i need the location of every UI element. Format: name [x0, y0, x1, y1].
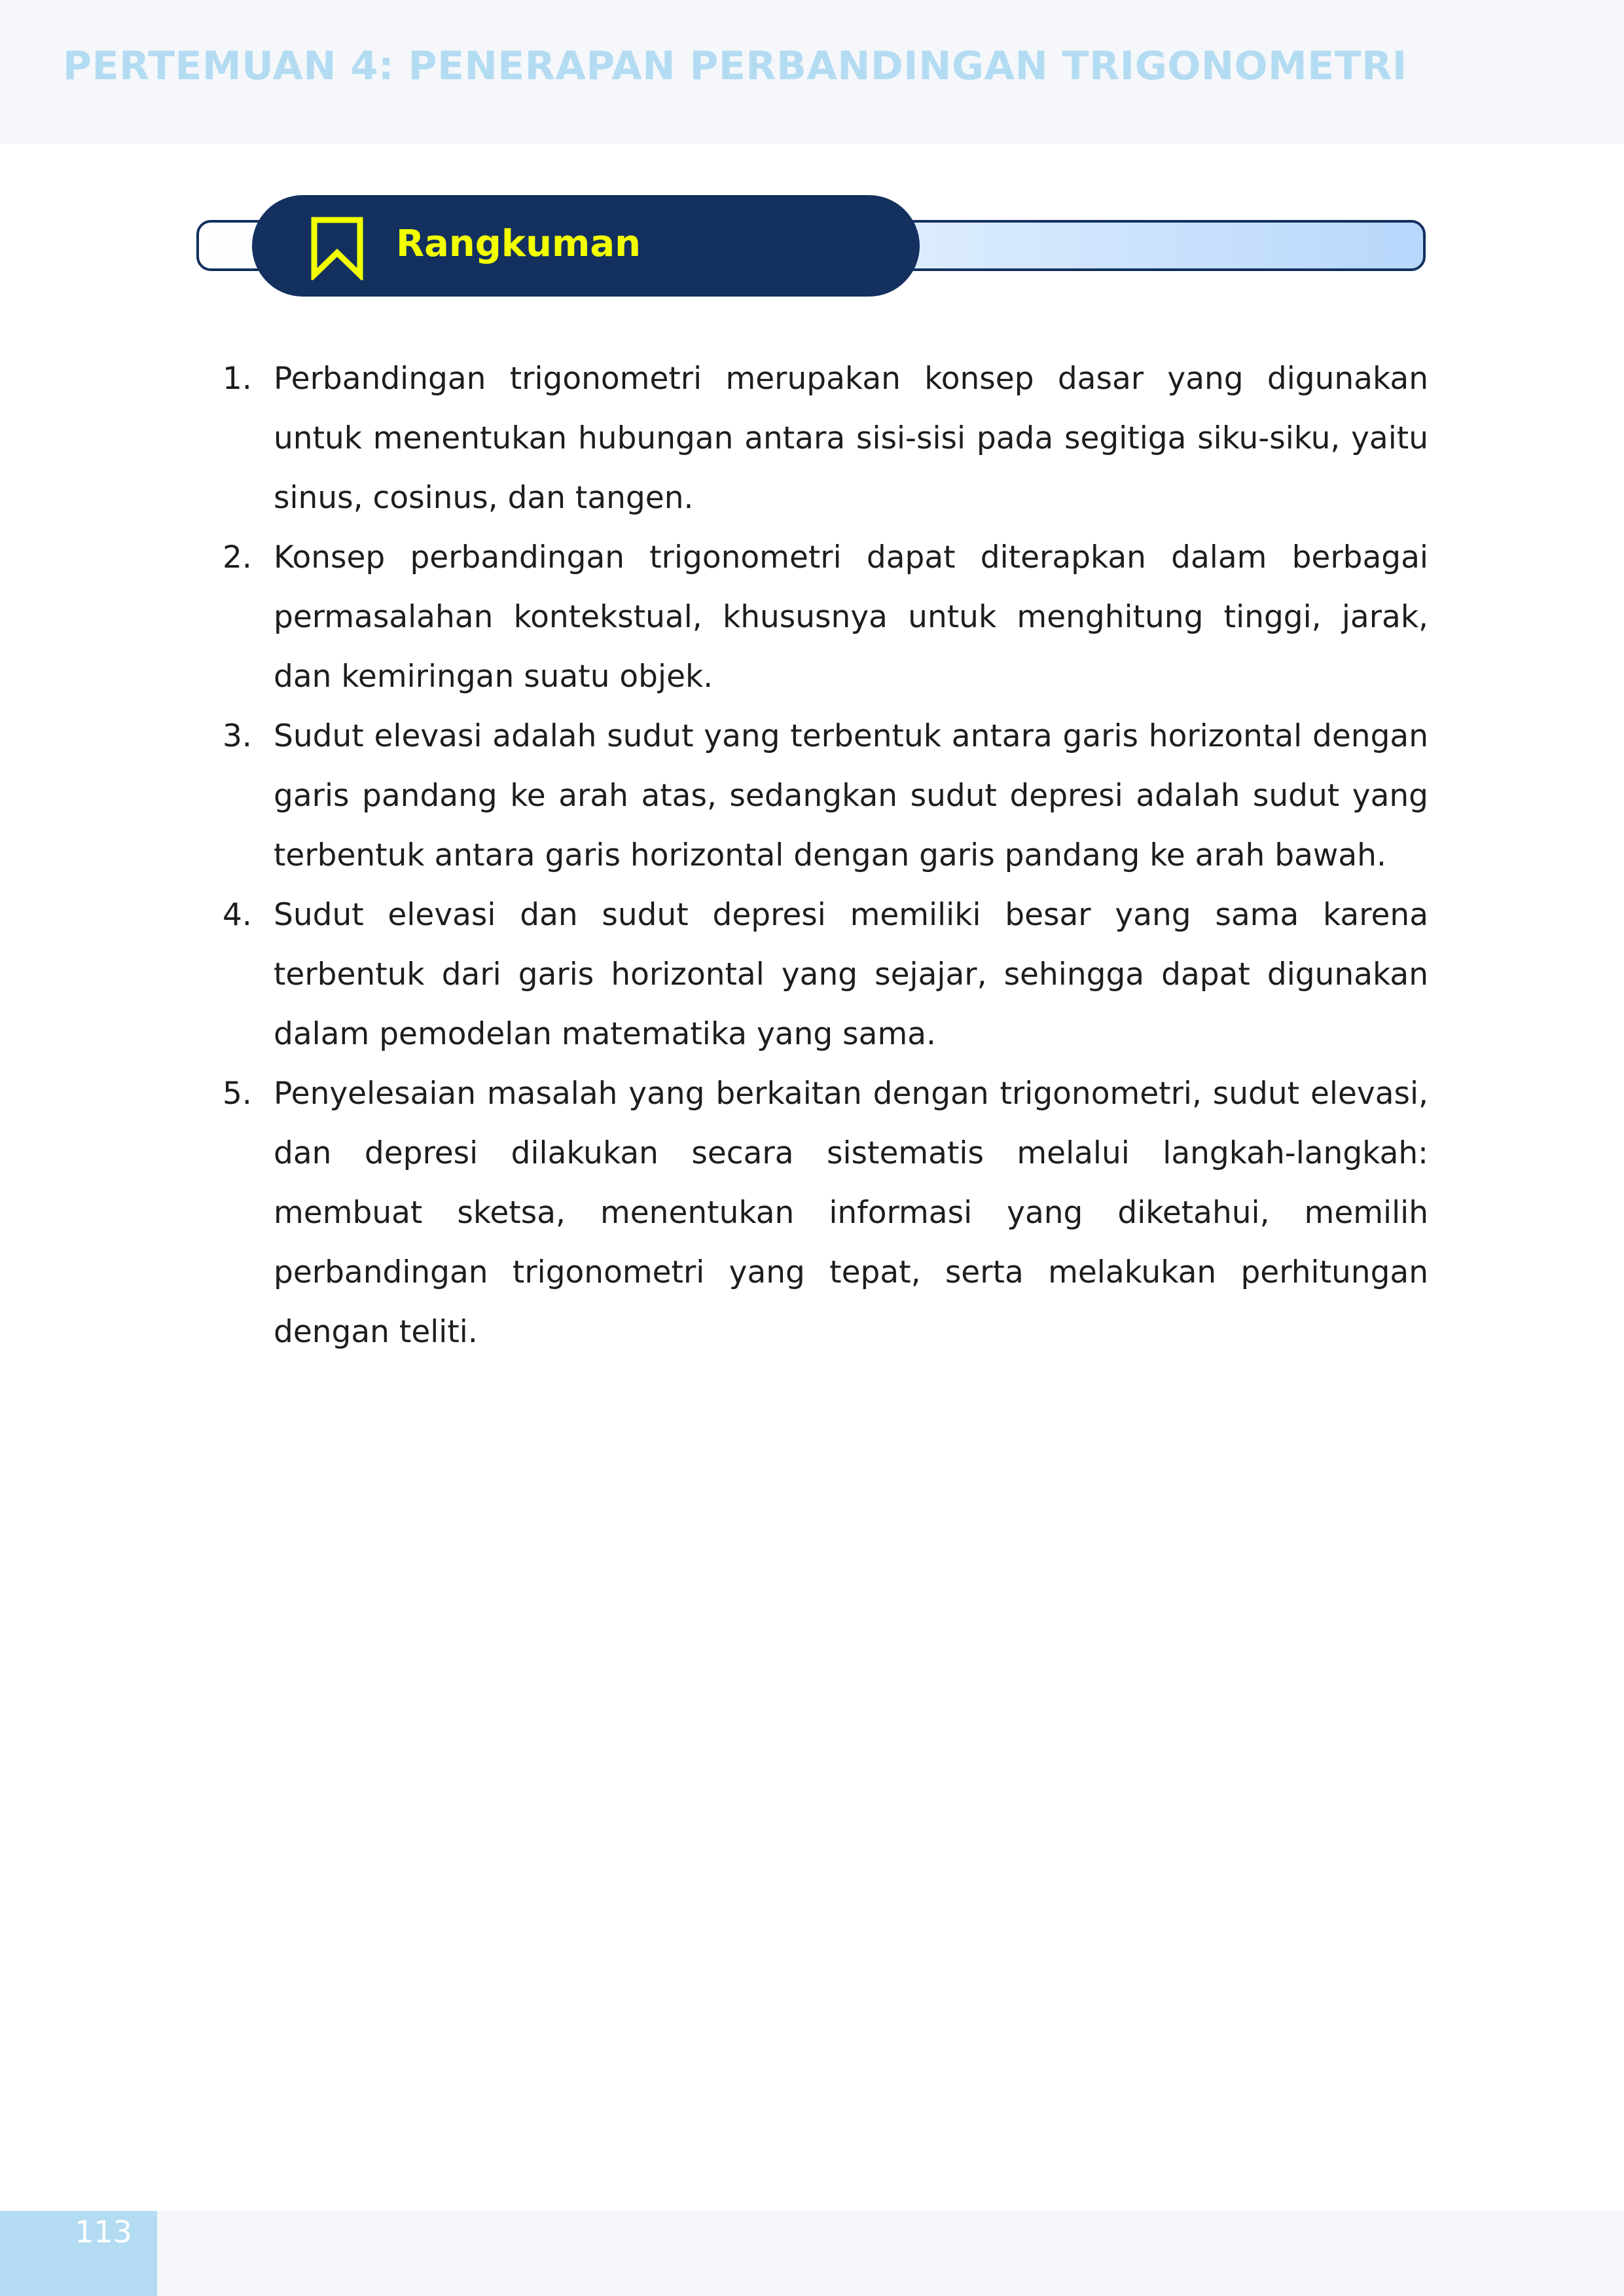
item-text: Penyelesaian masalah yang berkaitan dengan trigonometri, sudut elevasi, dan depresi dilakukan secara sistematis melalui langkah-langkah: membuat sketsa, menentukan informasi yang diketahui, memilih perbandingan trigonometri yang tepat, serta melakukan perhitungan dengan teliti. [274, 1076, 1428, 1350]
list-item [223, 1064, 1428, 1362]
item-number: 2. [223, 539, 252, 575]
summary-list [223, 349, 1428, 1362]
item-text: Konsep perbandingan trigonometri dapat diterapkan dalam berbagai permasalahan kontekstual, khususnya untuk menghitung tinggi, jarak, dan kemiringan suatu objek. [274, 539, 1428, 695]
page-footer [0, 2211, 1624, 2296]
item-number: 4. [223, 897, 252, 933]
section-title: Rangkuman [396, 223, 641, 265]
chapter-title: PERTEMUAN 4: PENERAPAN PERBANDINGAN TRIGONOMETRI [63, 43, 1407, 89]
item-text: Sudut elevasi adalah sudut yang terbentuk antara garis horizontal dengan garis pandang ke arah atas, sedangkan sudut depresi adalah sudut yang terbentuk antara garis horizontal dengan garis pandang ke arah bawah. [274, 718, 1428, 873]
item-text: Sudut elevasi dan sudut depresi memiliki besar yang sama karena terbentuk dari garis horizontal yang sejajar, sehingga dapat digunakan dalam pemodelan matematika yang sama. [274, 897, 1428, 1052]
item-number: 5. [223, 1076, 252, 1112]
item-number: 3. [223, 718, 252, 754]
list-item [223, 349, 1428, 528]
page-number: 113 [75, 2214, 132, 2250]
bookmark-icon [308, 215, 367, 280]
list-item [223, 706, 1428, 885]
page-header [0, 0, 1624, 144]
item-number: 1. [223, 361, 252, 397]
list-item [223, 528, 1428, 706]
list-item [223, 885, 1428, 1064]
item-text: Perbandingan trigonometri merupakan konsep dasar yang digunakan untuk menentukan hubungan antara sisi-sisi pada segitiga siku-siku, yaitu sinus, cosinus, dan tangen. [274, 361, 1428, 516]
